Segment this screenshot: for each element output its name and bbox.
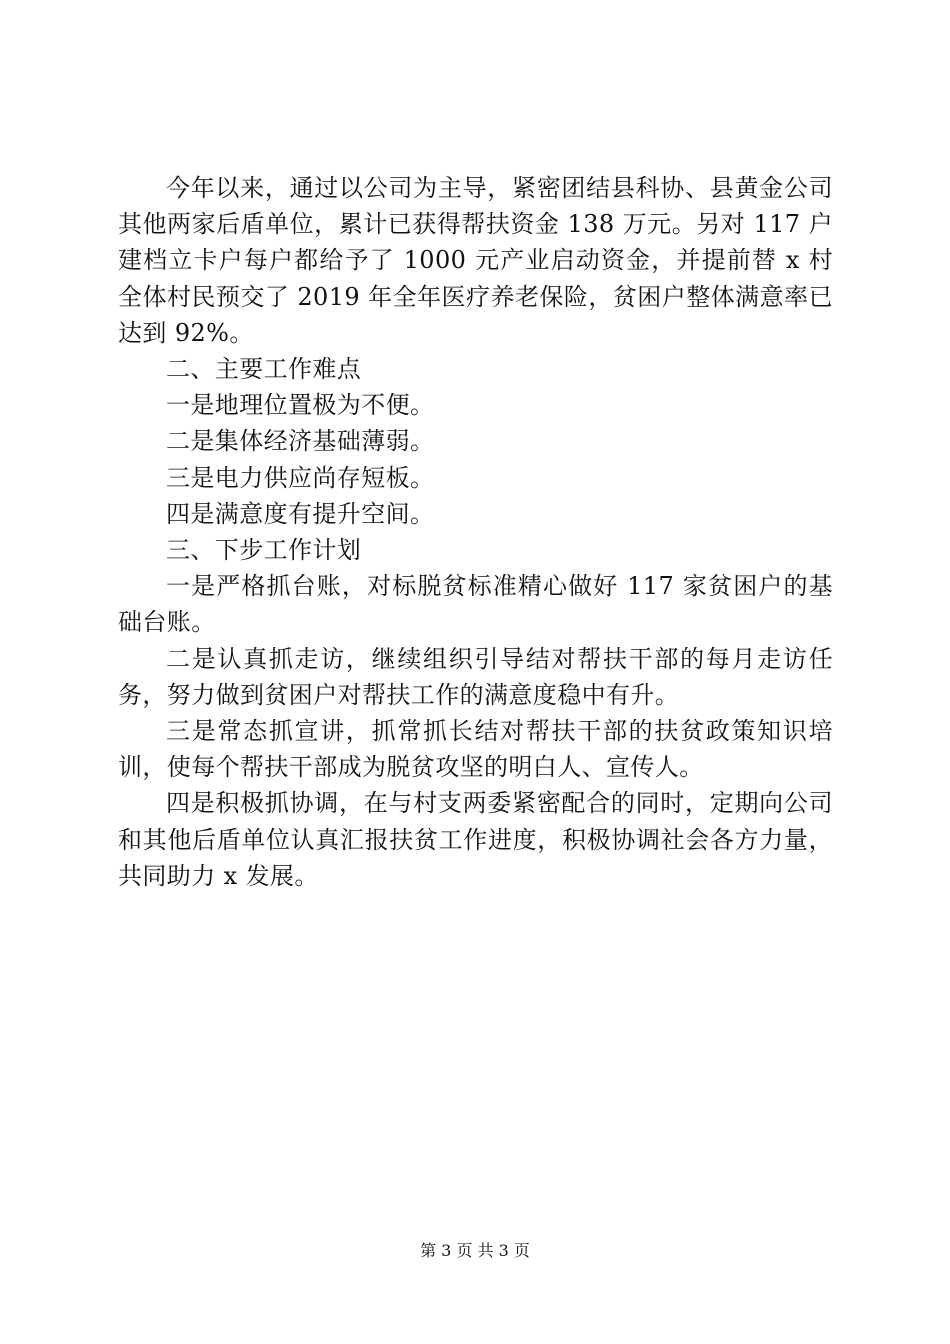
plan-item-4: 四是积极抓协调，在与村支两委紧密配合的同时，定期向公司和其他后盾单位认真汇报扶贫工作进度，积极协调社会各方力量，共同助力 x 发展。 <box>118 789 833 890</box>
plan-item-1: 一是严格抓台账，对标脱贫标准精心做好 117 家贫困户的基础台账。 <box>118 572 833 637</box>
difficulty-item-4: 四是满意度有提升空间。 <box>166 499 435 528</box>
section-heading-next-steps: 三、下步工作计划 <box>166 536 362 565</box>
page-number-footer: 第 3 页 共 3 页 <box>420 1241 530 1260</box>
document-body <box>118 170 833 894</box>
difficulty-item-2: 二是集体经济基础薄弱。 <box>166 427 435 456</box>
difficulty-item-1: 一是地理位置极为不便。 <box>166 391 435 420</box>
plan-item-2: 二是认真抓走访，继续组织引导结对帮扶干部的每月走访任务，努力做到贫困户对帮扶工作的满意度稳中有升。 <box>118 644 833 709</box>
paragraph-funding-summary: 今年以来，通过以公司为主导，紧密团结县科协、县黄金公司其他两家后盾单位，累计已获得帮扶资金 138 万元。另对 117 户建档立卡户每户都给予了 1000 元产业启动资金，并提前替 x 村全体村民预交了 2019 年全年医疗养老保险，贫困户整体满意率已达到 92%。 <box>118 174 833 347</box>
difficulty-item-3: 三是电力供应尚存短板。 <box>166 463 435 492</box>
plan-item-3: 三是常态抓宣讲，抓常抓长结对帮扶干部的扶贫政策知识培训，使每个帮扶干部成为脱贫攻坚的明白人、宣传人。 <box>118 717 833 782</box>
section-heading-difficulties: 二、主要工作难点 <box>166 355 362 384</box>
